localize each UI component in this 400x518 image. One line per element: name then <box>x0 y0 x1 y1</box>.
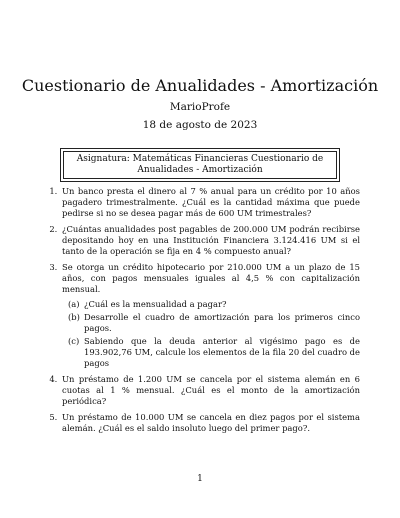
subject-box-text: Asignatura: Matemáticas Financieras Cuestionario de Anualidades - Amortización <box>63 151 337 179</box>
document-title: Cuestionario de Anualidades - Amortización <box>21 76 379 95</box>
subject-box <box>60 148 340 182</box>
question-list <box>44 186 360 439</box>
question-item <box>60 412 360 434</box>
subquestion-marker: (b) <box>68 312 80 322</box>
subquestion-item <box>68 299 360 310</box>
subquestion-item <box>68 336 360 369</box>
question-item <box>60 262 360 369</box>
question-item <box>60 224 360 257</box>
question-item <box>60 186 360 219</box>
question-text: ¿Cuántas anualidades post pagables de 200.000 UM podrán recibirse depositando hoy en una Institución Financiera 3.124.416 UM si el tanto de la operación se fija en 4 % compuesto anual? <box>62 224 360 256</box>
subquestion-list <box>62 299 360 369</box>
question-item <box>60 374 360 407</box>
subquestion-item <box>68 312 360 334</box>
document-date: 18 de agosto de 2023 <box>142 119 258 131</box>
document-author: MarioProfe <box>169 101 231 113</box>
subquestion-text: Desarrolle el cuadro de amortización para los primeros cinco pagos. <box>84 312 360 333</box>
question-text: Se otorga un crédito hipotecario por 210.000 UM a un plazo de 15 años, con pagos mensuales iguales al 4,5 % con capitalización mensual. <box>62 262 360 294</box>
subquestion-text: Sabiendo que la deuda anterior al vigésimo pago es de 193.902,76 UM, calcule los elementos de la fila 20 del cuadro de pagos <box>84 336 360 368</box>
question-text: Un banco presta el dinero al 7 % anual para un crédito por 10 años pagadero trimestralmente. ¿Cuál es la cantidad máxima que puede pedirse si no se desea pagar más de 600 UM trimestrales? <box>62 186 360 218</box>
question-text: Un préstamo de 1.200 UM se cancela por el sistema alemán en 6 cuotas al 1 % mensual. ¿Cuál es el monto de la amortización periódica? <box>62 374 360 406</box>
subquestion-marker: (a) <box>68 299 80 309</box>
subquestion-marker: (c) <box>68 336 80 346</box>
question-text: Un préstamo de 10.000 UM se cancela en diez pagos por el sistema alemán. ¿Cuál es el saldo insoluto luego del primer pago?. <box>62 412 360 433</box>
page-number: 1 <box>197 474 203 484</box>
subquestion-text: ¿Cuál es la mensualidad a pagar? <box>84 299 227 309</box>
